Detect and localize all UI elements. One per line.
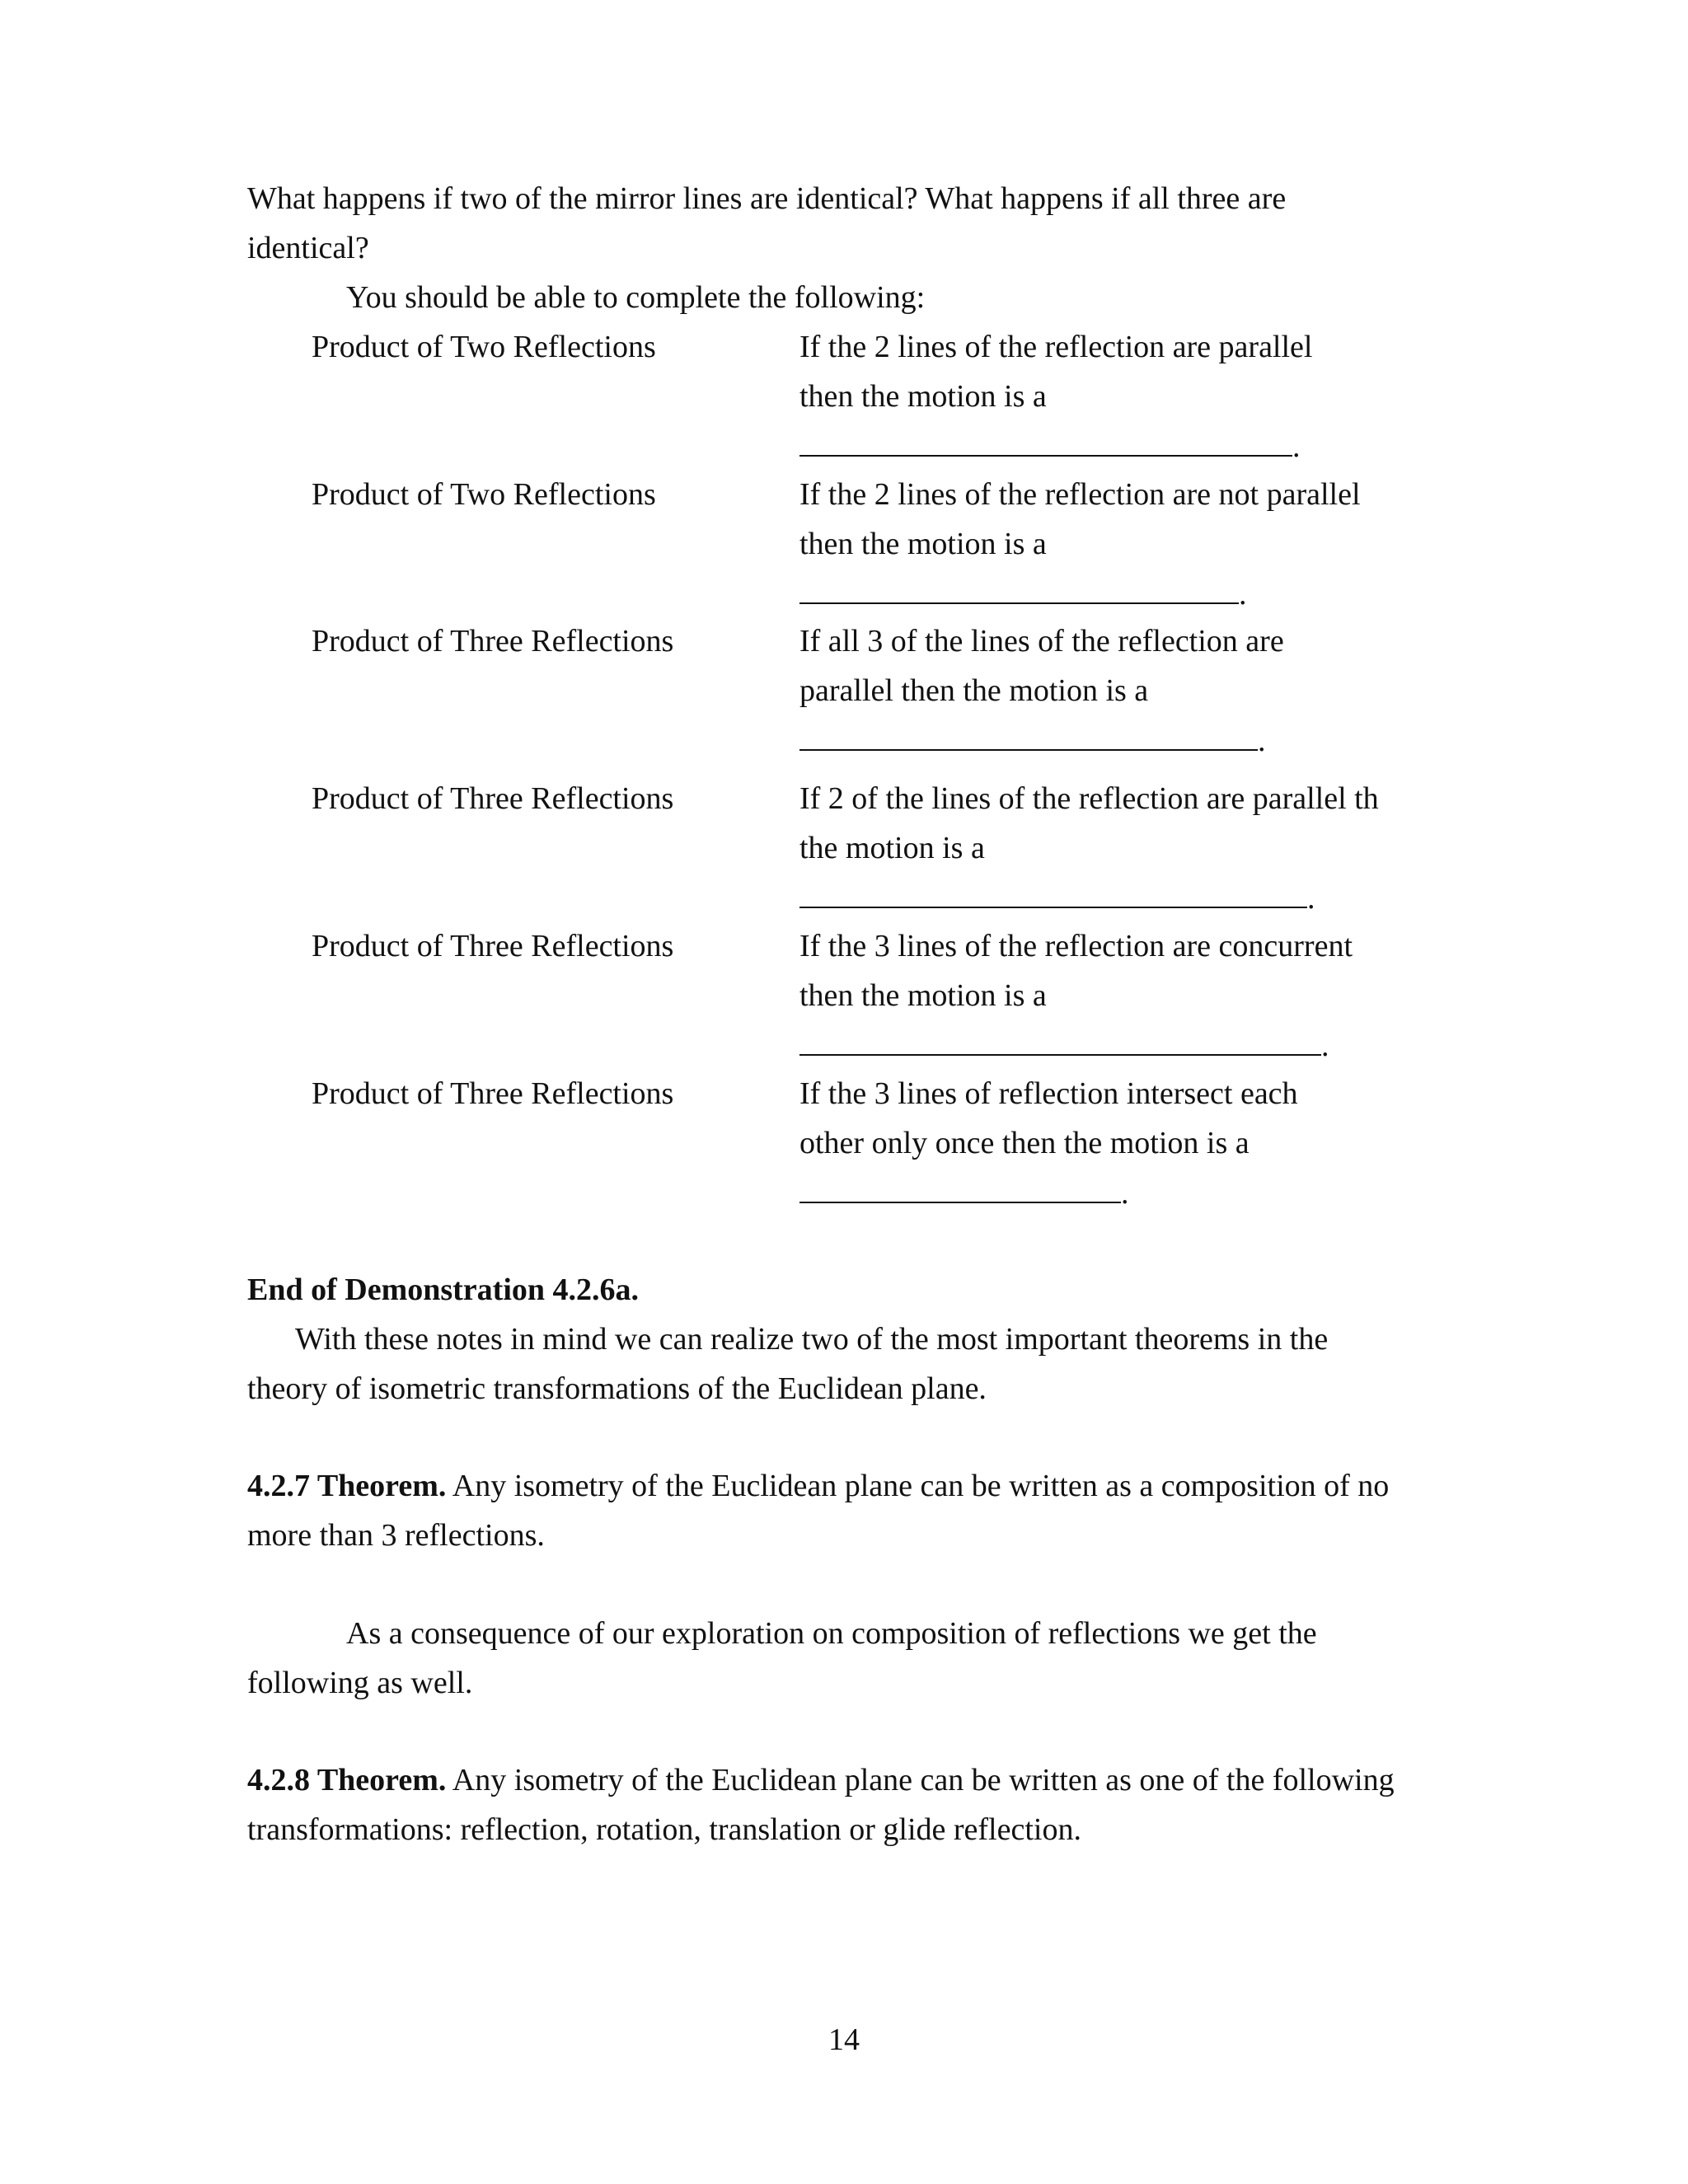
row-5-right-1: If the 3 lines of the reflection are concurrent	[799, 929, 1353, 963]
theorem-4-2-7-text: Any isometry of the Euclidean plane can be written as a composition of no	[446, 1469, 1390, 1503]
notes-line-1: With these notes in mind we can realize two of the most important theorems in the	[295, 1322, 1329, 1357]
answer-blank[interactable]	[799, 1174, 1121, 1203]
row-6-right-2: other only once then the motion is a	[799, 1126, 1250, 1160]
row-3-right-1: If all 3 of the lines of the reflection are	[799, 624, 1284, 658]
answer-blank[interactable]	[799, 574, 1239, 604]
row-6-left: Product of Three Reflections	[312, 1076, 674, 1111]
answer-blank[interactable]	[799, 879, 1307, 908]
row-3-left: Product of Three Reflections	[312, 624, 674, 658]
row-4-left: Product of Three Reflections	[312, 781, 674, 816]
blank-period: .	[1307, 881, 1315, 916]
intro-line-3: You should be able to complete the following:	[346, 280, 926, 315]
answer-blank[interactable]	[799, 1026, 1321, 1056]
row-3-blank	[799, 721, 1266, 760]
answer-blank[interactable]	[799, 427, 1292, 457]
row-2-blank	[799, 574, 1247, 613]
consequence-line-1: As a consequence of our exploration on composition of reflections we get the	[346, 1616, 1317, 1651]
row-1-blank	[799, 427, 1301, 466]
row-1-right-1: If the 2 lines of the reflection are parallel	[799, 330, 1313, 364]
theorem-4-2-7-line-1	[247, 1467, 1389, 1505]
blank-period: .	[1321, 1029, 1329, 1063]
blank-period: .	[1239, 577, 1247, 612]
row-6-right-1: If the 3 lines of reflection intersect each	[799, 1076, 1298, 1111]
end-of-demonstration-heading: End of Demonstration 4.2.6a.	[247, 1272, 640, 1307]
row-2-left: Product of Two Reflections	[312, 477, 656, 512]
row-5-blank	[799, 1026, 1329, 1065]
row-2-right-1: If the 2 lines of the reflection are not parallel	[799, 477, 1361, 512]
row-4-blank	[799, 879, 1315, 917]
intro-line-1: What happens if two of the mirror lines are identical? What happens if all three are	[247, 181, 1287, 216]
blank-period: .	[1121, 1176, 1129, 1211]
theorem-4-2-7-line-2: more than 3 reflections.	[247, 1518, 545, 1553]
notes-line-2: theory of isometric transformations of the Euclidean plane.	[247, 1371, 987, 1406]
answer-blank[interactable]	[799, 721, 1258, 751]
row-6-blank	[799, 1174, 1129, 1212]
theorem-4-2-8-text: Any isometry of the Euclidean plane can be written as one of the following	[446, 1763, 1395, 1797]
theorem-4-2-8-line-1	[247, 1761, 1395, 1799]
theorem-4-2-7-label: 4.2.7 Theorem.	[247, 1469, 447, 1503]
row-3-right-2: parallel then the motion is a	[799, 673, 1149, 708]
row-1-right-2: then the motion is a	[799, 379, 1047, 414]
row-5-left: Product of Three Reflections	[312, 929, 674, 963]
row-4-right-1: If 2 of the lines of the reflection are parallel th	[799, 781, 1379, 816]
blank-period: .	[1292, 429, 1301, 464]
row-4-right-2: the motion is a	[799, 831, 985, 865]
blank-period: .	[1258, 724, 1266, 758]
row-5-right-2: then the motion is a	[799, 978, 1047, 1013]
consequence-line-2: following as well.	[247, 1666, 473, 1700]
theorem-4-2-8-line-2: transformations: reflection, rotation, translation or glide reflection.	[247, 1812, 1081, 1847]
theorem-4-2-8-label: 4.2.8 Theorem.	[247, 1763, 447, 1797]
intro-line-2: identical?	[247, 231, 369, 265]
row-1-left: Product of Two Reflections	[312, 330, 656, 364]
page-number: 14	[828, 2022, 860, 2057]
row-2-right-2: then the motion is a	[799, 527, 1047, 561]
